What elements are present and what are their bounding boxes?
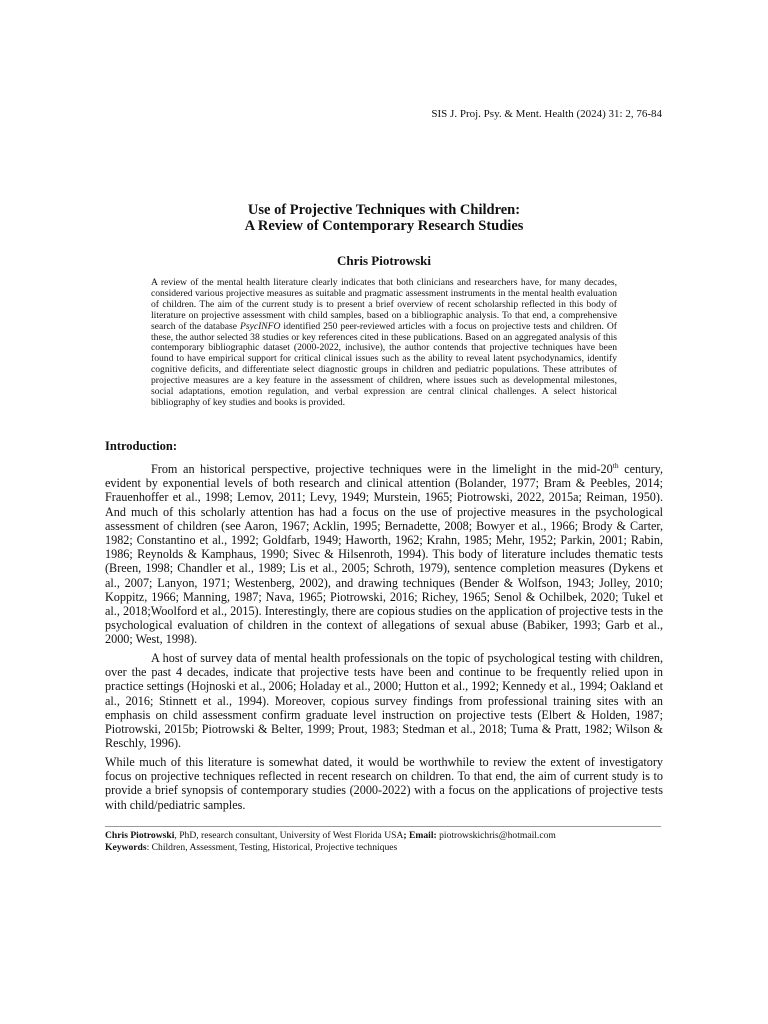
- keywords-footnote: [105, 842, 665, 854]
- paragraph-1-start: From an historical perspective, projective techniques were in the limelight in the mid-20: [151, 462, 613, 476]
- footnote-divider: [105, 826, 661, 827]
- author-name: Chris Piotrowski: [336, 253, 431, 268]
- paragraph-1: [105, 462, 663, 647]
- title-line-1: Use of Projective Techniques with Children:: [247, 202, 521, 218]
- footnote-affiliation: , PhD, research consultant, University of West Florida USA: [174, 830, 404, 841]
- paper-title: [0, 202, 768, 234]
- paragraph-2-text: A host of survey data of mental health professionals on the topic of psychological testing with children, over the past 4 decades, indicate that projective tests have been and continue to be frequently relied upon in practice settings (Hojnoski et al., 2006; Holaday et al., 2000; Hutton et al., 1992; Kennedy et al., 1994; Oakland et al., 2016; Stinnett et al., 1994). Moreover, copious survey findings from professional training sites with an emphasis on child assessment confirm graduate level instruction on projective tests (Elbert & Holden, 1987; Piotrowski, 2015b; Piotrowski & Belter, 1999; Prout, 1983; Stedman et al., 2018; Tuma & Pratt, 1982; Wilson & Reschly, 1996).: [105, 651, 663, 751]
- footnote-email-label: ; Email:: [403, 830, 437, 841]
- paragraph-1-rest: century, evident by exponential levels of both research and clinical attention (Bolander, 1977; Bram & Peebles, 2014; Frauenhoffer et al., 1998; Lemov, 2011; Levy, 1949; Murstein, 1965; Piotrowski, 2022, 2015a; Reiman, 1950). And much of this scholarly attention has had a focus on the use of projective measures in the psychological assessment of children (see Aaron, 1967; Acklin, 1995; Bernadette, 2008; Bowyer et al., 1966; Brody & Carter, 1982; Constantino et al., 1992; Goldfarb, 1949; Haworth, 1962; Krahn, 1985; Mehr, 1952; Parkin, 2001; Rabin, 1986; Reynolds & Kamphaus, 1990; Sivec & Hilsenroth, 1994). This body of literature includes thematic tests (Breen, 1998; Chandler et al., 1989; Lis et al., 2005; Schroth, 1979), sentence completion measures (Dykens et al., 2007; Lanyon, 1971; Westenberg, 2002), and drawing techniques (Bender & Wolfson, 1943; Jolley, 2010; Koppitz, 1966; Manning, 1987; Nava, 1965; Piotrowski, 2016; Richey, 1965; Senol & Ochilbek, 2020; Tukel et al., 2018;Woolford et al., 2015). Interestingly, there are copious studies on the application of projective tests in the psychological evaluation of children in the context of allegations of sexual abuse (Babiker, 1993; Garb et al., 2000; West, 1998).: [105, 462, 663, 647]
- footnote-email[interactable]: piotrowskichris@hotmail.com: [436, 830, 556, 841]
- abstract-text-1: A review of the mental health literature clearly indicates that both clinicians and researchers have, for many decades, considered various projective measures as suitable and pragmatic assessment instruments in the mental health evaluation of children. The aim of the current study is to present a brief overview of recent scholarship reflected in this body of literature on projective assessment with child samples, based on a bibliographic analysis. To that end, a comprehensive search of the database: [151, 277, 617, 332]
- ordinal-superscript: th: [612, 460, 619, 470]
- abstract: [151, 278, 617, 409]
- abstract-database-name: PsycINFO: [239, 320, 281, 332]
- journal-citation: SIS J. Proj. Psy. & Ment. Health (2024) 31: 2, 76-84: [431, 108, 662, 120]
- paragraph-2: [105, 651, 663, 750]
- title-line-2: A Review of Contemporary Research Studies: [244, 218, 524, 234]
- paragraph-3: While much of this literature is somewhat dated, it would be worthwhile to review the extent of investigatory focus on projective techniques reflected in recent research on children. To that end, the aim of current study is to provide a brief synopsis of contemporary studies (2000-2022) with a focus on the applications of projective tests with child/pediatric samples.: [105, 755, 663, 812]
- abstract-text-2: identified 250 peer-reviewed articles with a focus on projective tests and children. Of these, the author selected 38 studies or key references cited in these publications. Based on an aggregated analysis of this contemporary bibliographic dataset (2000-2022, inclusive), the author contends that projective techniques have been found to have empirical support for critical clinical issues such as the ability to reveal latent psychodynamics, identify cognitive deficits, and differentiate select diagnostic groups in children and pediatric populations. These attributes of projective measures are a key feature in the assessment of children, where issues such as developmental milestones, social adaptations, emotion regulation, and verbal expression are central clinical challenges. A select historical bibliography of key studies and books is provided.: [151, 320, 617, 408]
- keywords-list: : Children, Assessment, Testing, Historical, Projective techniques: [146, 842, 398, 853]
- author-footnote: [105, 830, 665, 842]
- section-heading-introduction: Introduction:: [105, 439, 178, 453]
- footnote-author-name: Chris Piotrowski: [105, 830, 175, 841]
- keywords-label: Keywords: [105, 842, 147, 853]
